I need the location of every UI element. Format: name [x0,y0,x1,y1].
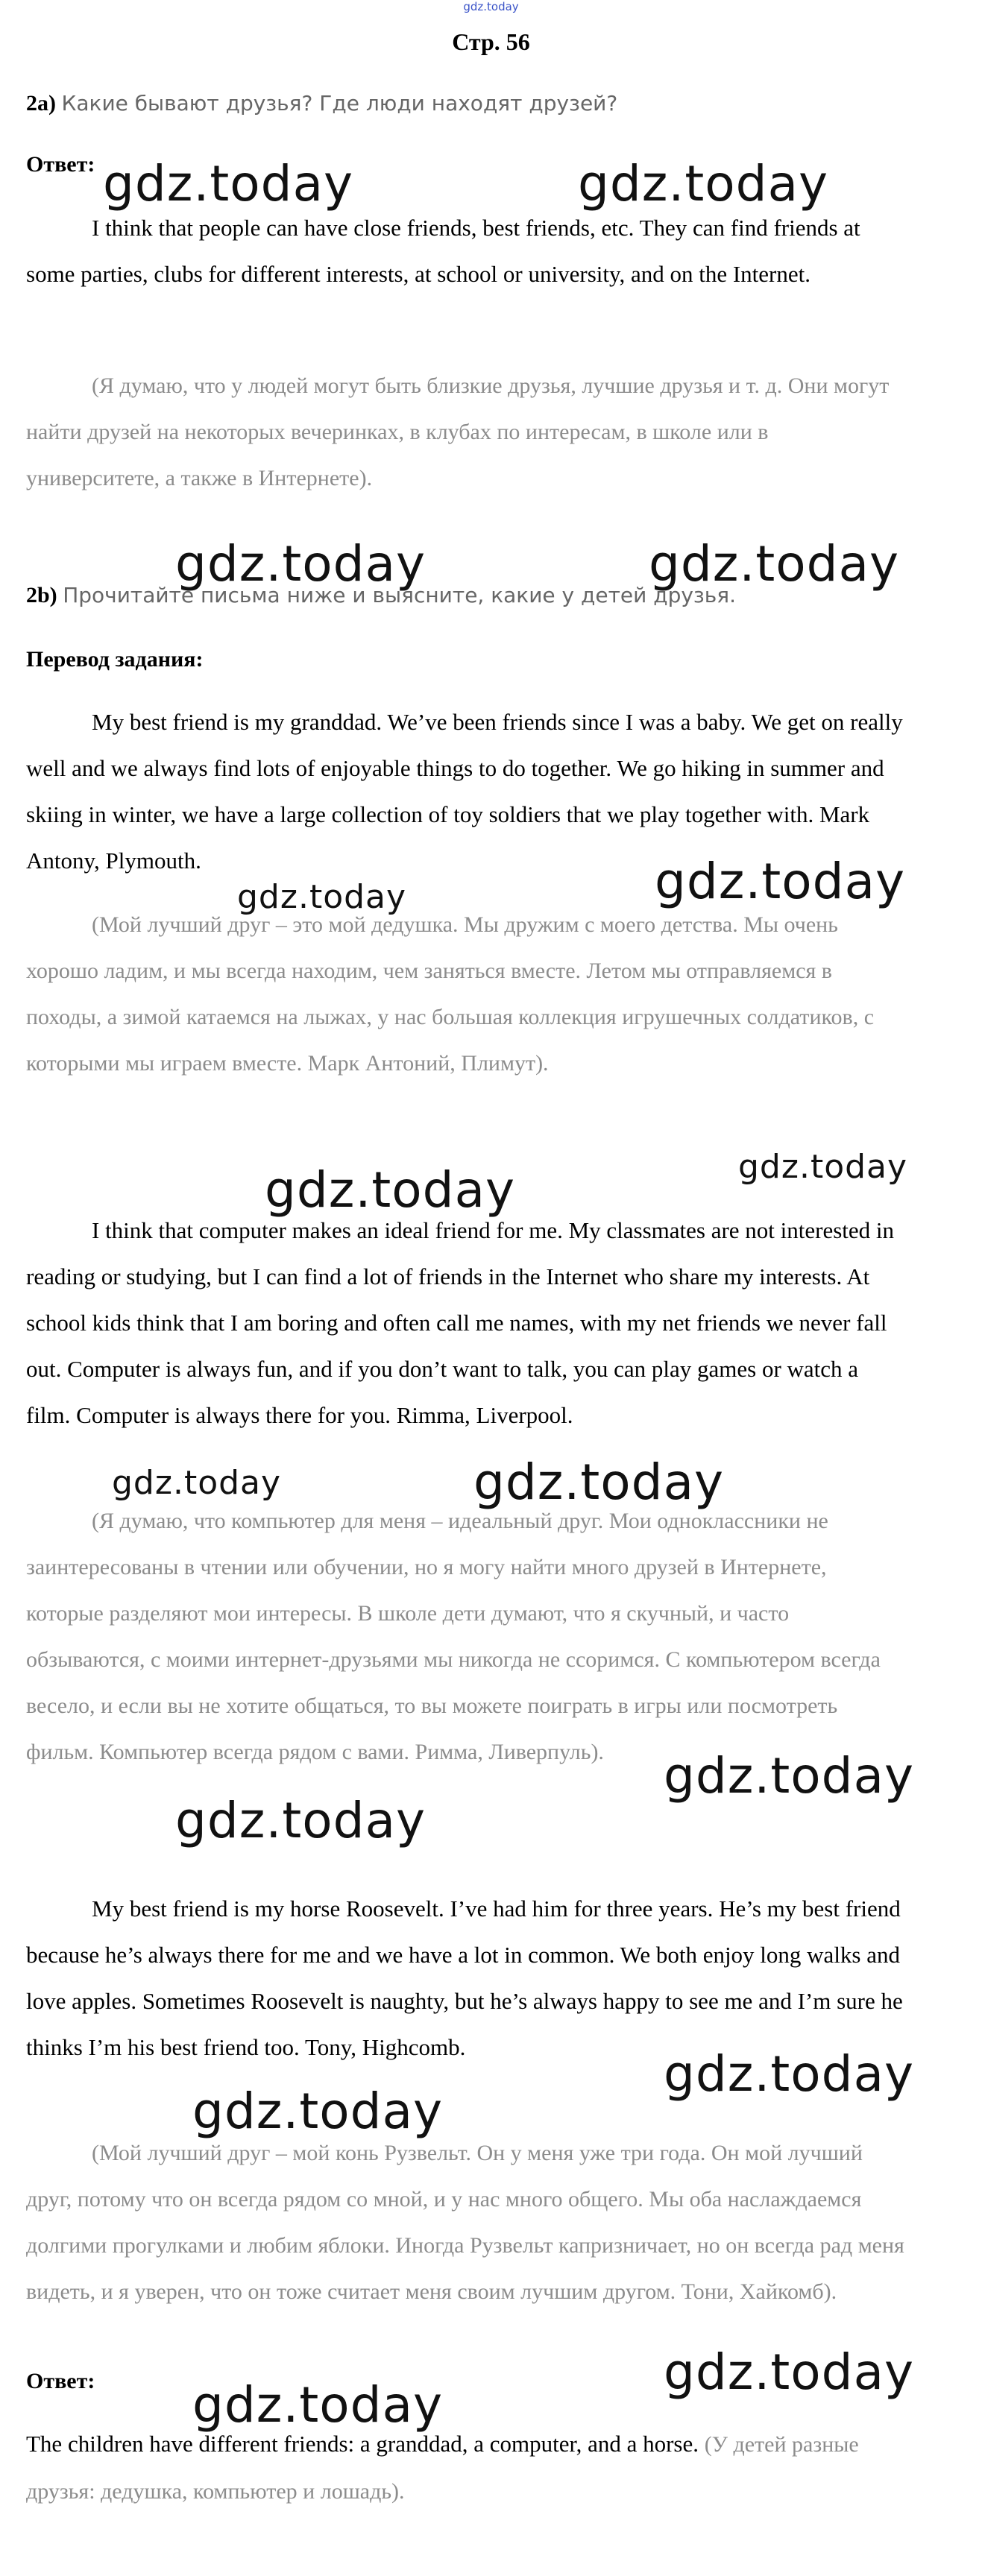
task-2b-answer [26,2421,906,2515]
watermark: gdz.today [738,1148,908,1186]
task-2a-heading [26,91,617,116]
letter-3-ru: (Мой лучший друг – мой конь Рузвельт. Он у меня уже три года. Он мой лучший друг, потому что он всегда рядом со мной, и у нас много общего. Мы оба наслаждаемся долгими прогулками и любим яблоки. Иногда Рузвельт капризничает, но он всегда рад меня видеть, и я уверен, что он тоже считает меня своим лучшим другом. Тони, Хайкомб). [26,2141,904,2304]
watermark: gdz.today [664,1747,915,1805]
letter-2-ru: (Я думаю, что компьютер для меня – идеальный друг. Мои одноклассники не заинтересованы в чтении или обучении, но я могу найти много друзей в Интернете, которые разделяют мои интересы. В школе дети думают, что я скучный, и часто обзываются, с моими интернет-друзьями мы никогда не ссоримся. С компьютером всегда весело, и если вы не хотите общаться, то вы можете поиграть в игры или посмотреть фильм. Компьютер всегда рядом с вами. Римма, Ливерпуль). [26,1509,881,1764]
task-2a-label: 2a) [26,91,56,116]
watermark: gdz.today [237,878,407,916]
watermark: gdz.today [664,2045,915,2103]
watermark: gdz.today [578,155,829,212]
task-2b-answer-label: Ответ: [26,2369,95,2393]
watermark: gdz.today [473,1453,725,1511]
task-2b-answer-en: The children have different friends: a granddad, a computer, and a horse. [26,2431,699,2457]
watermark: gdz.today [112,1464,282,1502]
watermark: gdz.today [655,853,906,910]
letter-2-en: I think that computer makes an ideal friend for me. My classmates are not interested in reading or studying, but I can find a lot of friends in the Internet who share my interests. At school kids think that I am boring and often call me names, with my net friends we never fall out. Computer is always fun, and if you don’t want to talk, you can play games or watch a film. Computer is always there for you. Rimma, Liverpool. [26,1217,895,1428]
letter-3-en: My best friend is my horse Roosevelt. I’ve had him for three years. He’s my best friend because he’s always there for me and we have a lot in common. We both enjoy long walks and love apples. Sometimes Roosevelt is naughty, but he’s always happy to see me and I’m sure he thinks I’m his best friend too. Tony, Highcomb. [26,1895,903,2060]
watermark: gdz.today [192,2083,444,2140]
letter-1-ru: (Мой лучший друг – это мой дедушка. Мы дружим с моего детства. Мы очень хорошо ладим, и мы всегда находим, чем заняться вместе. Летом мы отправляемся в походы, а зимой катаемся на лыжах, у нас большая коллекция игрушечных солдатиков, с которыми мы играем вместе. Марк Антоний, Плимут). [26,912,875,1076]
task-2a-answer-ru: (Я думаю, что у людей могут быть близкие друзья, лучшие друзья и т. д. Они могут найти друзей на некоторых вечеринках, в клубах по интересам, в школе или в университете, а также в Интернете). [26,373,890,490]
task-2b-translation-label: Перевод задания: [26,647,204,672]
task-2a-question: Какие бывают друзья? Где люди находят друзей? [61,91,618,116]
page-title: Стр. 56 [452,28,530,55]
watermark: gdz.today [649,535,900,593]
task-2a-answer-en: I think that people can have close friends, best friends, etc. They can find friends at some parties, clubs for different interests, at school or university, and on the Internet. [26,215,860,287]
watermark: gdz.today [175,535,427,593]
watermark: gdz.today [175,1792,427,1849]
task-2b-label: 2b) [26,583,57,607]
task-2b-question: Прочитайте письма ниже и выясните, какие у детей друзья. [63,583,737,607]
watermark: gdz.today [664,2343,915,2401]
watermark: gdz.today [103,155,354,212]
top-watermark: gdz.today [463,0,519,13]
letter-1-en: My best friend is my granddad. We’ve been friends since I was a baby. We get on really well and we always find lots of enjoyable things to do together. We go hiking in summer and skiing in winter, we have a large collection of toy soldiers that we play together with. Mark Antony, Plymouth. [26,709,903,874]
task-2a-answer-label: Ответ: [26,152,95,177]
watermark: gdz.today [192,2376,444,2434]
task-2b-answer-ru: (У детей разные друзья: дедушка, компьютер и лошадь). [26,2432,859,2504]
watermark: gdz.today [265,1161,516,1219]
